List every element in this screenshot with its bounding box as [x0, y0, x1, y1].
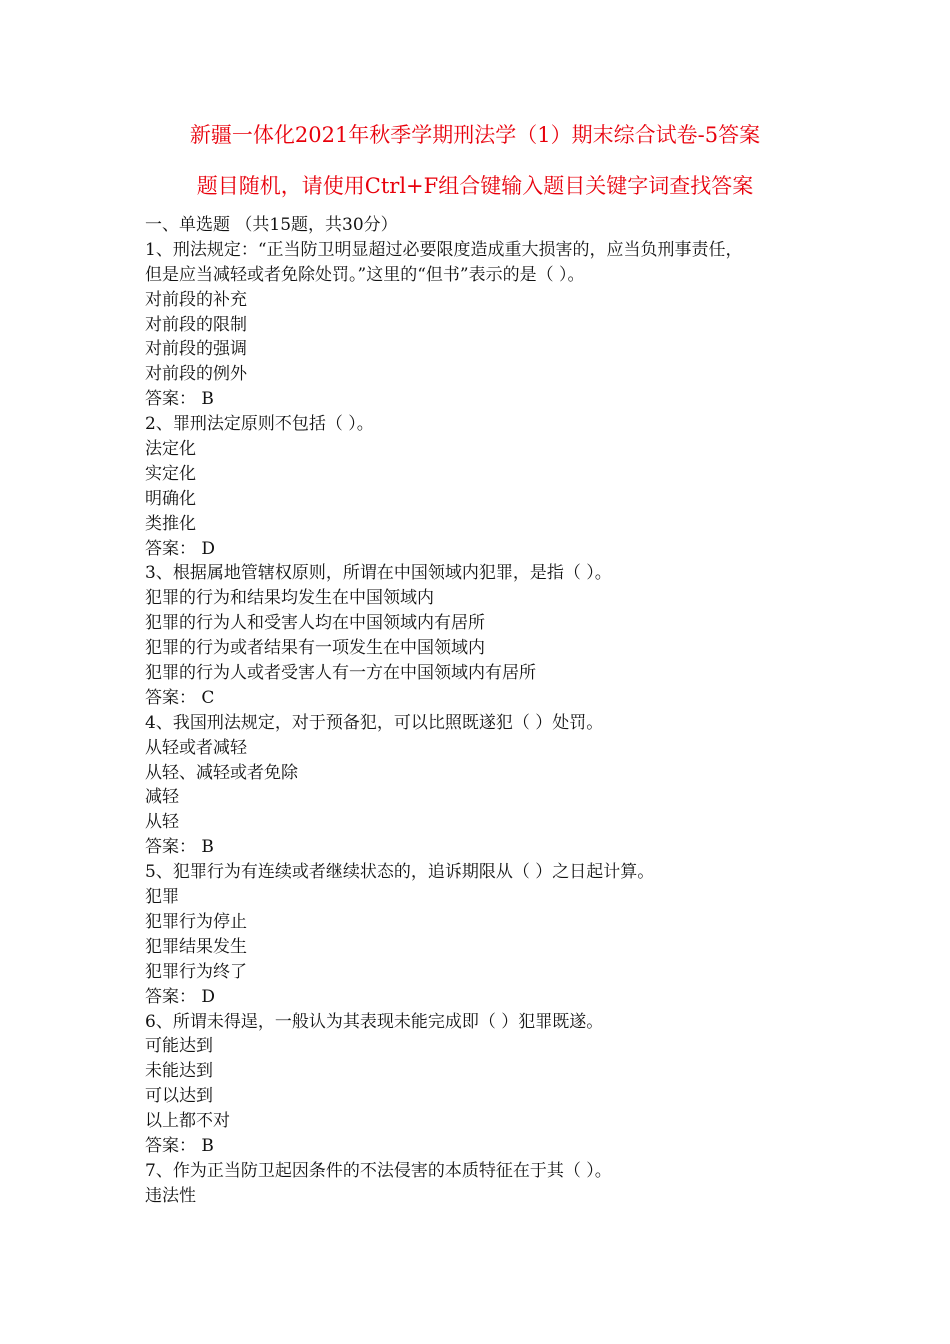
document-body	[145, 213, 825, 1209]
question-option: 以上都不对	[145, 1111, 230, 1132]
question-option: 犯罪行为终了	[145, 961, 247, 982]
question-option: 对前段的补充	[145, 289, 247, 310]
question-answer: 答案： D	[145, 538, 216, 559]
question-stem-line: 4、我国刑法规定，对于预备犯，可以比照既遂犯（ ）处罚。	[145, 712, 604, 733]
question-option: 法定化	[145, 439, 196, 460]
question-option: 对前段的强调	[145, 339, 247, 360]
question-answer: 答案： C	[145, 687, 215, 708]
question-5	[145, 860, 825, 1009]
question-4	[145, 711, 825, 860]
question-2	[145, 412, 825, 561]
question-option: 犯罪	[145, 887, 179, 908]
section-heading: 一、单选题 （共15题，共30分）	[145, 215, 398, 235]
question-option: 可以达到	[145, 1086, 213, 1107]
question-option: 犯罪结果发生	[145, 936, 247, 957]
question-option: 犯罪的行为和结果均发生在中国领域内	[145, 588, 434, 609]
question-option: 从轻、减轻或者免除	[145, 762, 298, 783]
question-option: 从轻或者减轻	[145, 737, 247, 758]
question-option: 犯罪的行为人和受害人均在中国领域内有居所	[145, 613, 485, 634]
question-stem-line: 2、罪刑法定原则不包括（ ）。	[145, 414, 374, 435]
question-option: 实定化	[145, 463, 196, 484]
question-6	[145, 1010, 825, 1159]
question-option: 从轻	[145, 812, 179, 833]
question-stem-line: 但是应当减轻或者免除处罚。”这里的“但书”表示的是（ ）。	[145, 264, 585, 285]
document-subtitle: 题目随机，请使用Ctrl+F组合键输入题目关键字词查找答案	[196, 174, 754, 198]
question-3	[145, 561, 825, 710]
question-option: 犯罪的行为或者结果有一项发生在中国领域内	[145, 638, 485, 659]
question-stem-line: 1、刑法规定：“正当防卫明显超过必要限度造成重大损害的，应当负刑事责任，	[145, 239, 743, 260]
question-stem-line: 6、所谓未得逞，一般认为其表现未能完成即（ ）犯罪既遂。	[145, 1011, 604, 1032]
question-answer: 答案： B	[145, 837, 214, 858]
question-option: 犯罪的行为人或者受害人有一方在中国领域内有居所	[145, 663, 536, 684]
question-answer: 答案： B	[145, 389, 214, 410]
question-option: 明确化	[145, 488, 196, 509]
document-title: 新疆一体化2021年秋季学期刑法学（1）期末综合试卷-5答案	[189, 123, 761, 147]
question-option: 对前段的限制	[145, 314, 247, 335]
question-option: 犯罪行为停止	[145, 911, 247, 932]
question-answer: 答案： D	[145, 986, 216, 1007]
question-7	[145, 1159, 825, 1209]
question-stem-line: 7、作为正当防卫起因条件的不法侵害的本质特征在于其（ ）。	[145, 1160, 612, 1181]
question-stem-line: 3、根据属地管辖权原则，所谓在中国领域内犯罪，是指（ ）。	[145, 563, 612, 584]
question-option: 类推化	[145, 513, 196, 534]
question-option: 违法性	[145, 1185, 196, 1206]
question-option: 未能达到	[145, 1061, 213, 1082]
question-1	[145, 238, 825, 412]
question-option: 可能达到	[145, 1036, 213, 1057]
question-option: 对前段的例外	[145, 364, 247, 385]
question-stem-line: 5、犯罪行为有连续或者继续状态的，追诉期限从（ ）之日起计算。	[145, 862, 655, 883]
question-answer: 答案： B	[145, 1135, 214, 1156]
question-option: 减轻	[145, 787, 179, 808]
